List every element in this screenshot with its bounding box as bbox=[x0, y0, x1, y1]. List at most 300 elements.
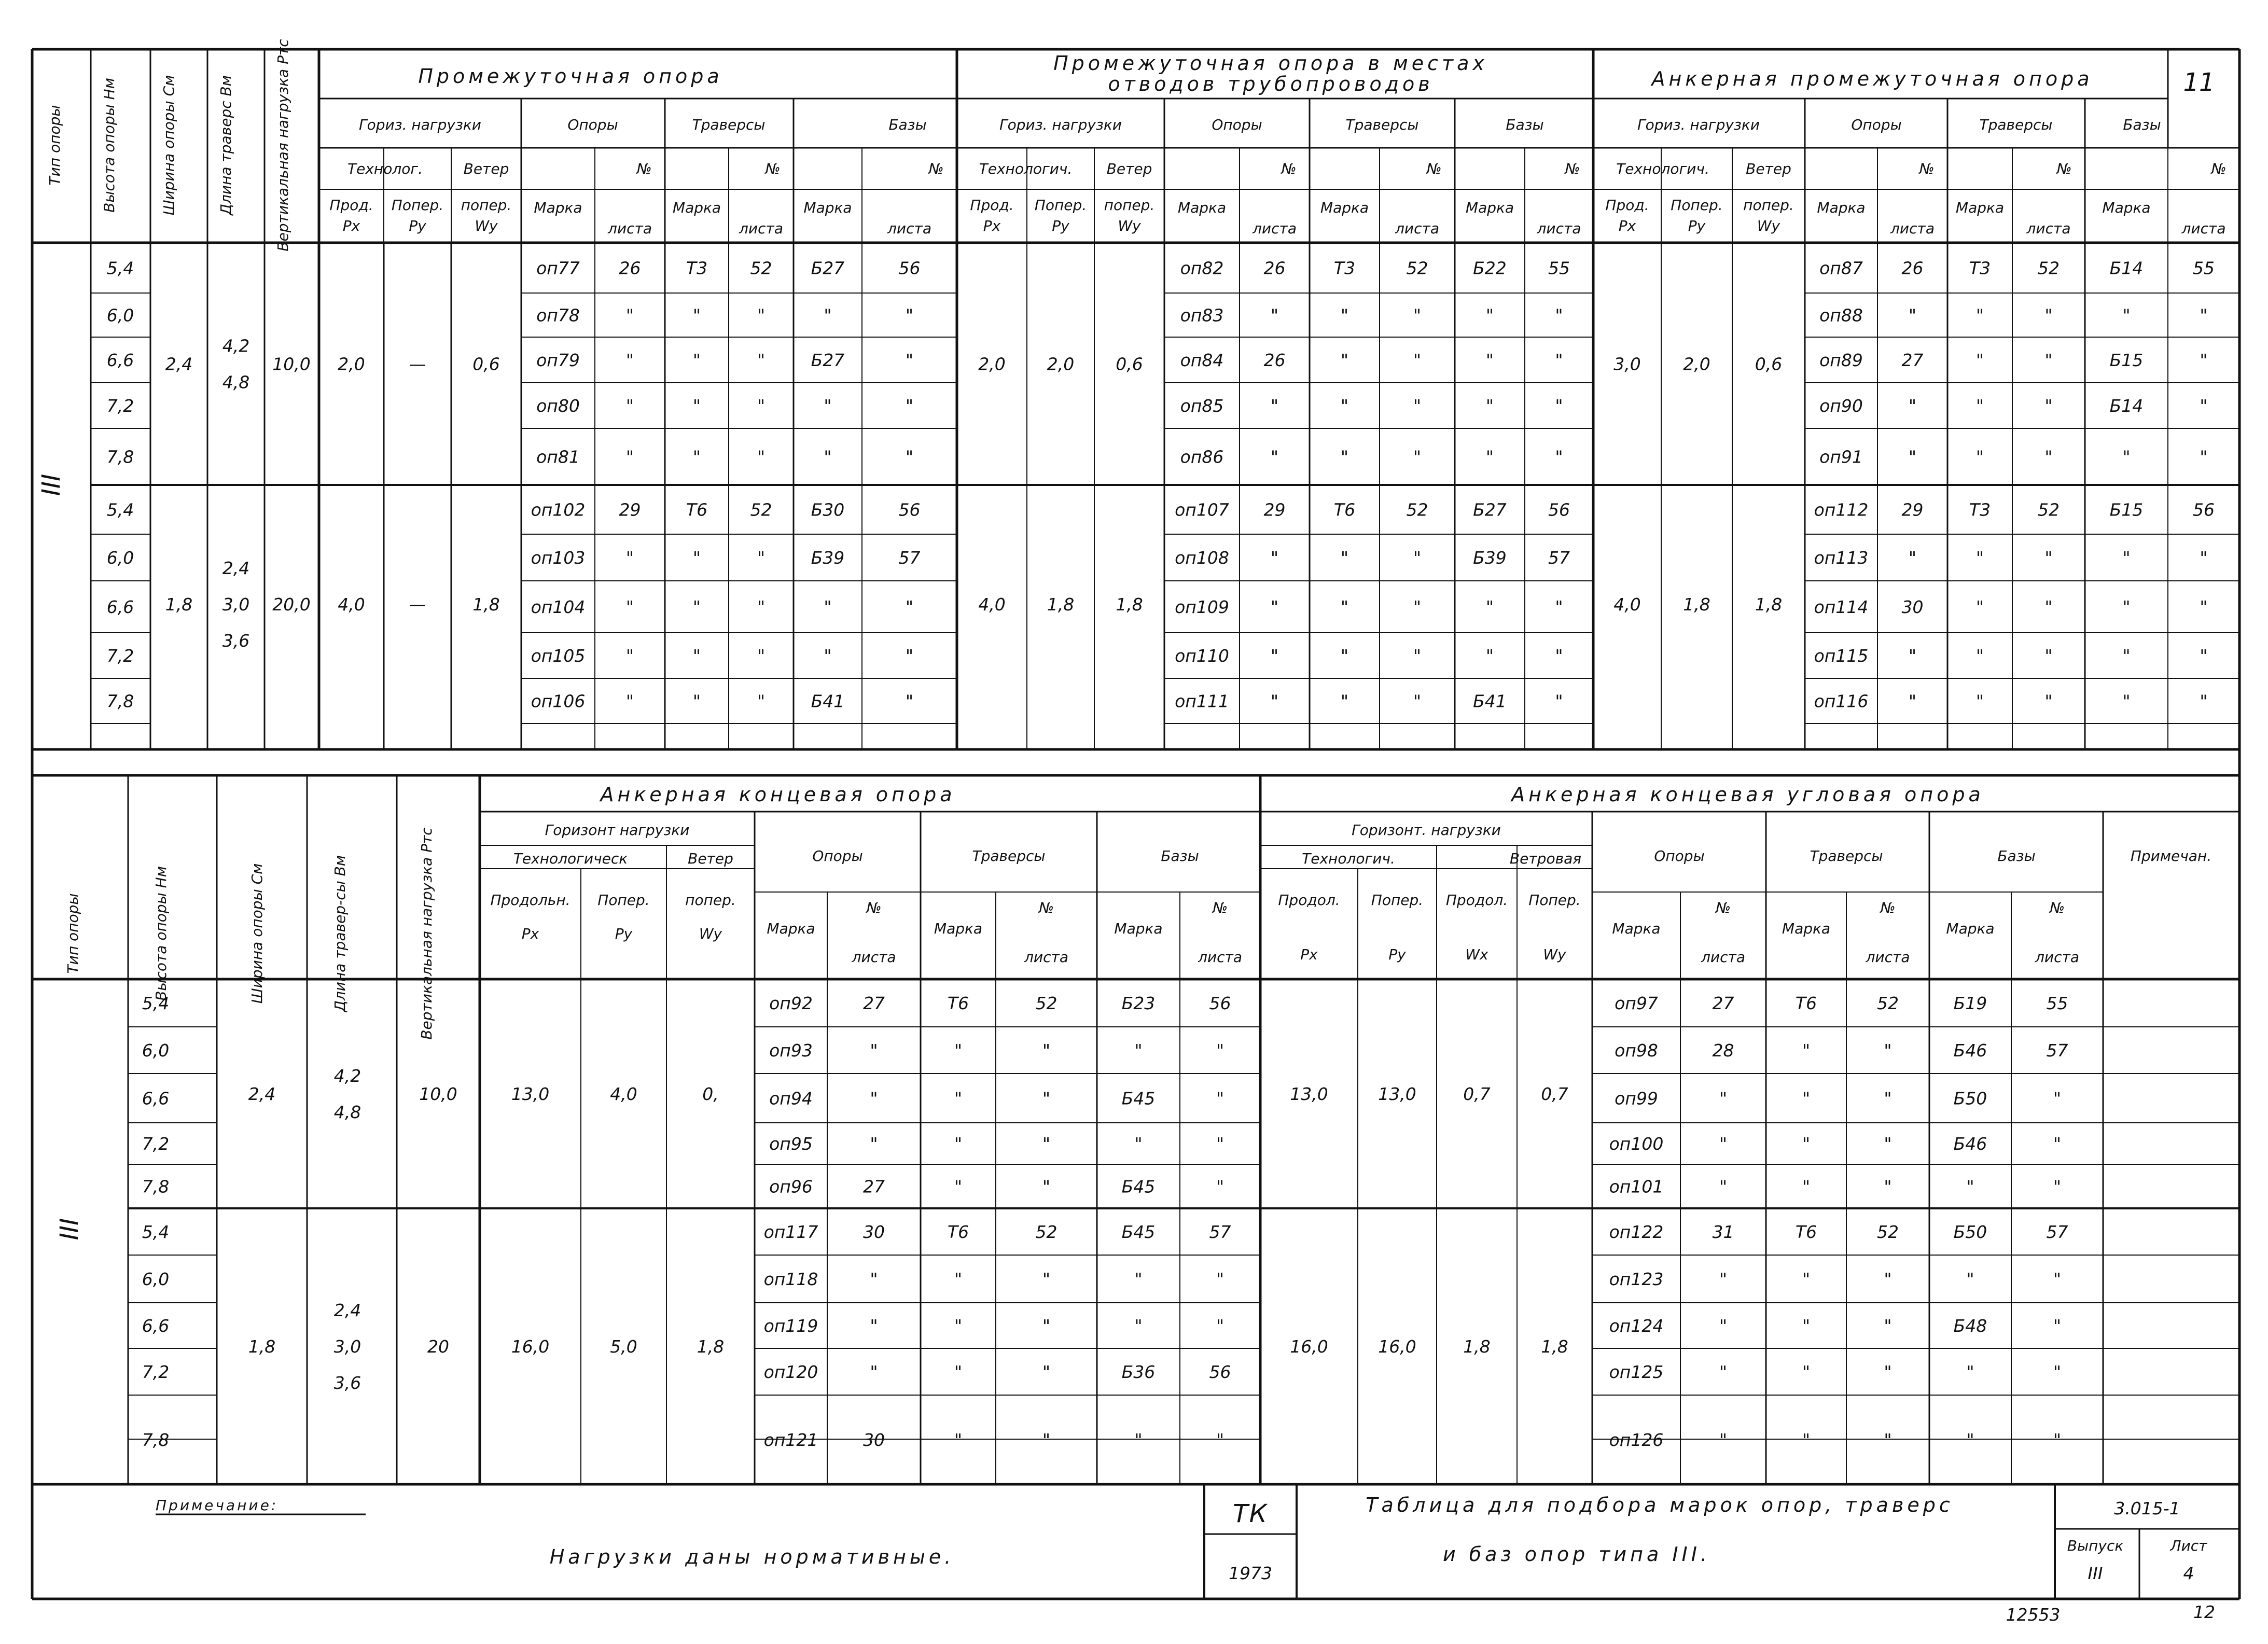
cell-value: 56 bbox=[2193, 499, 2215, 520]
cell-value: оп102 bbox=[531, 499, 586, 520]
header-lista-8: листа bbox=[2181, 220, 2226, 237]
cell-value: оп110 bbox=[1175, 646, 1229, 666]
b-s1-wy: 0, bbox=[702, 1084, 719, 1104]
b-cell-value: " bbox=[1884, 1316, 1892, 1336]
b-cell-value: " bbox=[1802, 1316, 1811, 1336]
cell-value: 57 bbox=[898, 548, 921, 568]
b-vert-value: 10,0 bbox=[419, 1084, 457, 1104]
b-cell-value: " bbox=[1134, 1269, 1143, 1289]
b-cell-value: " bbox=[1216, 1269, 1225, 1289]
b-header-no-5: № bbox=[2049, 899, 2065, 916]
b-trav-value: 4,8 bbox=[333, 1102, 361, 1122]
b-cell-value: Б50 bbox=[1953, 1222, 1987, 1242]
b-cell-value: Т6 bbox=[1795, 1222, 1817, 1242]
title-line2: и баз опор типа III. bbox=[1442, 1543, 1711, 1566]
cell-value: Б39 bbox=[1473, 548, 1507, 568]
cell-value: " bbox=[1555, 350, 1563, 370]
b-cell-value: 30 bbox=[863, 1222, 885, 1242]
b-cell-value: оп124 bbox=[1609, 1316, 1664, 1336]
cell-value: оп83 bbox=[1180, 305, 1224, 326]
cell-value: " bbox=[2200, 691, 2208, 712]
cell-value: 52 bbox=[2038, 258, 2060, 278]
cell-value: оп84 bbox=[1180, 350, 1224, 370]
header-bazy-2: Базы bbox=[1506, 116, 1544, 133]
b-header-marka-4: Марка bbox=[1782, 920, 1831, 937]
cell-value: " bbox=[2200, 597, 2208, 617]
height-value: 7,2 bbox=[106, 396, 134, 416]
vert-value: 20,0 bbox=[272, 594, 311, 615]
b-cell-value: " bbox=[1884, 1176, 1892, 1197]
cell-value: " bbox=[692, 597, 701, 617]
s1-wy-value: 0,6 bbox=[472, 354, 500, 374]
b-height-value: 6,6 bbox=[142, 1316, 170, 1336]
cell-value: Б27 bbox=[811, 350, 845, 370]
b-s2-wx: 0,7 bbox=[1463, 1084, 1491, 1104]
b-header-lista-5: листа bbox=[2035, 949, 2079, 966]
header-prod-3: Прод. bbox=[1605, 197, 1649, 214]
trav-value: 4,2 bbox=[222, 336, 250, 356]
b-height-value: 5,4 bbox=[142, 1222, 170, 1242]
trav-value: 2,4 bbox=[222, 558, 250, 578]
b-cell-value: 31 bbox=[1712, 1222, 1734, 1242]
cell-value: " bbox=[2044, 548, 2053, 568]
cell-value: " bbox=[1270, 597, 1279, 617]
page-number: 12 bbox=[2193, 1602, 2215, 1622]
b-cell-value: оп125 bbox=[1609, 1362, 1664, 1382]
header-marka-1: Марка bbox=[672, 199, 721, 216]
b-h-wy2: Wy bbox=[1543, 946, 1566, 963]
cell-value: " bbox=[2200, 396, 2208, 416]
header-poper-2: Попер. bbox=[1034, 197, 1087, 214]
header-no-7: № bbox=[2056, 160, 2072, 177]
header-trav-len: Длина траверс Вм bbox=[217, 75, 234, 215]
s2-px-value: 2,0 bbox=[978, 354, 1006, 374]
cell-value: " bbox=[1340, 548, 1349, 568]
header-poper-3: Попер. bbox=[1671, 197, 1723, 214]
b-cell-value: 57 bbox=[2046, 1222, 2068, 1242]
b-cell-value: Б46 bbox=[1953, 1134, 1987, 1154]
b-header-lista-1: листа bbox=[1024, 949, 1068, 966]
cell-value: " bbox=[625, 447, 634, 467]
b-header-lista-3: листа bbox=[1701, 949, 1745, 966]
note-text: Нагрузки даны нормативные. bbox=[549, 1545, 955, 1568]
cell-value: оп114 bbox=[1814, 597, 1869, 617]
b-h-poper: Попер. bbox=[597, 891, 650, 909]
cell-value: " bbox=[1555, 447, 1563, 467]
header-travers-2: Траверсы bbox=[1345, 116, 1419, 133]
cell-value: " bbox=[1975, 691, 1984, 712]
b-cell-value: 56 bbox=[1209, 993, 1231, 1013]
b-cell-value: " bbox=[1042, 1134, 1051, 1154]
archive-number: 12553 bbox=[2006, 1605, 2061, 1625]
b-h-py2: Py bbox=[1388, 946, 1406, 963]
cell-value: " bbox=[2200, 305, 2208, 326]
cell-value: " bbox=[692, 305, 701, 326]
cell-value: 52 bbox=[1406, 499, 1428, 520]
cell-value: " bbox=[2044, 396, 2053, 416]
header-horiz-1: Гориз. нагрузки bbox=[359, 116, 481, 133]
cell-value: " bbox=[905, 447, 914, 467]
b-cell-value: 52 bbox=[1035, 993, 1058, 1013]
b-cell-value: " bbox=[954, 1269, 963, 1289]
b-cell-value: оп101 bbox=[1609, 1176, 1664, 1197]
cell-value: оп87 bbox=[1819, 258, 1863, 278]
b-s1-px: 13,0 bbox=[511, 1084, 550, 1104]
header-sec2-title-b: отводов трубопроводов bbox=[1108, 73, 1434, 95]
b-trav-value: 2,4 bbox=[333, 1300, 361, 1320]
b-cell-value: " bbox=[1134, 1040, 1143, 1061]
header-no-4: № bbox=[1426, 160, 1442, 177]
header-sec1-title: Промежуточная опора bbox=[418, 65, 723, 88]
cell-value: " bbox=[1340, 447, 1349, 467]
header-marka-2: Марка bbox=[803, 199, 852, 216]
cell-value: " bbox=[1485, 597, 1494, 617]
b-header-tech1: Технологическ bbox=[513, 850, 628, 867]
b-cell-value: оп94 bbox=[769, 1088, 813, 1109]
cell-value: оп111 bbox=[1175, 691, 1229, 712]
b-cell-value: " bbox=[1134, 1134, 1143, 1154]
cell-value: " bbox=[757, 646, 766, 666]
header-no-3: № bbox=[1281, 160, 1297, 177]
cell-value: " bbox=[905, 305, 914, 326]
b-cell-value: " bbox=[2053, 1134, 2062, 1154]
tk-label: ТК bbox=[1233, 1499, 1268, 1528]
cell-value: " bbox=[2122, 691, 2131, 712]
header-no-6: № bbox=[1919, 160, 1935, 177]
cell-value: 57 bbox=[1548, 548, 1570, 568]
header-lista-2: листа bbox=[887, 220, 931, 237]
header-prod-1: Прод. bbox=[329, 197, 373, 214]
s1-px-value: 2,0 bbox=[338, 354, 365, 374]
b-header-no-1: № bbox=[1038, 899, 1054, 916]
cell-value: " bbox=[1270, 447, 1279, 467]
cell-value: " bbox=[625, 548, 634, 568]
cell-value: Т6 bbox=[686, 499, 708, 520]
b-header-no-2: № bbox=[1212, 899, 1228, 916]
b-cell-value: " bbox=[2053, 1088, 2062, 1109]
cell-value: оп80 bbox=[536, 396, 580, 416]
header-veter-1: Ветер bbox=[463, 160, 509, 177]
header-py-3: Py bbox=[1688, 217, 1706, 234]
header-veter-3: Ветер bbox=[1746, 160, 1791, 177]
header-wy-2: Wy bbox=[1118, 217, 1141, 234]
cell-value: " bbox=[625, 305, 634, 326]
b-h-wx2: Wx bbox=[1465, 946, 1488, 963]
b-cell-value: " bbox=[1802, 1430, 1811, 1450]
cell-value: Т3 bbox=[1969, 499, 1991, 520]
s2-px-value: 4,0 bbox=[978, 594, 1006, 615]
cell-value: " bbox=[757, 447, 766, 467]
b-cell-value: " bbox=[1884, 1040, 1892, 1061]
cell-value: " bbox=[1908, 396, 1917, 416]
b-vert-value: 20 bbox=[427, 1336, 449, 1357]
cell-value: Б14 bbox=[2109, 258, 2144, 278]
cell-value: " bbox=[757, 691, 766, 712]
b-cell-value: " bbox=[870, 1316, 878, 1336]
cell-value: " bbox=[1340, 350, 1349, 370]
header-tech-2: Технологич. bbox=[979, 160, 1073, 177]
b-height-value: 7,2 bbox=[142, 1362, 170, 1382]
cell-value: " bbox=[1908, 646, 1917, 666]
b-cell-value: " bbox=[2053, 1362, 2062, 1382]
cell-value: " bbox=[905, 396, 914, 416]
header-lista-1: листа bbox=[739, 220, 783, 237]
b-cell-value: 57 bbox=[1209, 1222, 1231, 1242]
cell-value: оп115 bbox=[1814, 646, 1869, 666]
b-cell-value: 52 bbox=[1877, 1222, 1899, 1242]
cell-value: оп79 bbox=[536, 350, 580, 370]
trav-value: 4,8 bbox=[222, 372, 250, 393]
header-marka-7: Марка bbox=[1955, 199, 2005, 216]
cell-value: " bbox=[1413, 305, 1422, 326]
cell-value: " bbox=[1555, 305, 1563, 326]
header-veter-2: Ветер bbox=[1106, 160, 1152, 177]
b-trav-value: 3,6 bbox=[333, 1373, 361, 1393]
b-trav-value: 4,2 bbox=[333, 1066, 361, 1086]
vypusk-value: III bbox=[2088, 1563, 2103, 1583]
header-poper2-1: попер. bbox=[461, 197, 512, 214]
header-py-1: Py bbox=[409, 217, 426, 234]
b-cell-value: " bbox=[1042, 1088, 1051, 1109]
b-s1-wy: 1,8 bbox=[697, 1336, 725, 1357]
cell-value: " bbox=[692, 646, 701, 666]
b-cell-value: " bbox=[1042, 1316, 1051, 1336]
cell-value: оп103 bbox=[531, 548, 586, 568]
b-header-width: Ширина опоры См bbox=[248, 863, 266, 1004]
s1-wy-value: 1,8 bbox=[472, 594, 500, 615]
cell-value: Б30 bbox=[811, 499, 845, 520]
b-cell-value: " bbox=[1802, 1088, 1811, 1109]
b-cell-value: 52 bbox=[1877, 993, 1899, 1013]
cell-value: " bbox=[905, 350, 914, 370]
cell-value: оп91 bbox=[1819, 447, 1863, 467]
b-cell-value: оп118 bbox=[763, 1269, 818, 1289]
cell-value: оп109 bbox=[1175, 597, 1229, 617]
cell-value: " bbox=[1413, 691, 1422, 712]
cell-value: " bbox=[2122, 447, 2131, 467]
b-s2-py: 16,0 bbox=[1378, 1336, 1416, 1357]
b-cell-value: " bbox=[954, 1040, 963, 1061]
b-header-opory-2: Опоры bbox=[1654, 847, 1705, 865]
cell-value: " bbox=[824, 597, 832, 617]
s2-wy-value: 1,8 bbox=[1116, 594, 1143, 615]
cell-value: " bbox=[2200, 646, 2208, 666]
cell-value: Б15 bbox=[2109, 499, 2144, 520]
cell-value: 26 bbox=[1901, 258, 1924, 278]
b-cell-value: 57 bbox=[2046, 1040, 2068, 1061]
cell-value: 26 bbox=[1263, 350, 1286, 370]
b-cell-value: " bbox=[1719, 1269, 1728, 1289]
b-cell-value: " bbox=[1216, 1134, 1225, 1154]
cell-value: " bbox=[1975, 396, 1984, 416]
header-no-1: № bbox=[765, 160, 781, 177]
height-value: 7,2 bbox=[106, 646, 134, 666]
cell-value: " bbox=[1908, 691, 1917, 712]
b-cell-value: " bbox=[954, 1088, 963, 1109]
header-width: Ширина опоры См bbox=[160, 75, 177, 216]
b-s1-px: 16,0 bbox=[511, 1336, 550, 1357]
cell-value: 56 bbox=[898, 499, 921, 520]
cell-value: " bbox=[824, 447, 832, 467]
cell-value: оп106 bbox=[531, 691, 586, 712]
cell-value: " bbox=[824, 646, 832, 666]
cell-value: оп105 bbox=[531, 646, 586, 666]
width-value: 2,4 bbox=[165, 354, 193, 374]
cell-value: " bbox=[692, 548, 701, 568]
b-trav-value: 3,0 bbox=[333, 1336, 361, 1357]
vypusk-label: Выпуск bbox=[2067, 1537, 2124, 1554]
cell-value: " bbox=[1908, 447, 1917, 467]
header-opory-3: Опоры bbox=[1851, 116, 1902, 133]
b-cell-value: " bbox=[1042, 1362, 1051, 1382]
cell-value: " bbox=[1270, 548, 1279, 568]
cell-value: " bbox=[757, 548, 766, 568]
cell-value: " bbox=[1908, 548, 1917, 568]
b-cell-value: " bbox=[1966, 1362, 1974, 1382]
cell-value: Б41 bbox=[811, 691, 845, 712]
s3-wy-value: 1,8 bbox=[1755, 594, 1783, 615]
b-cell-value: " bbox=[1134, 1430, 1143, 1450]
list-value: 4 bbox=[2183, 1563, 2194, 1583]
height-value: 5,4 bbox=[106, 258, 134, 278]
cell-value: " bbox=[824, 396, 832, 416]
header-lista-0: листа bbox=[608, 220, 652, 237]
b-width-value: 1,8 bbox=[248, 1336, 276, 1357]
b-height-value: 6,6 bbox=[142, 1088, 170, 1109]
cell-value: " bbox=[1975, 350, 1984, 370]
b-h-prodol: Продольн. bbox=[490, 891, 571, 909]
b-cell-value: Б45 bbox=[1121, 1176, 1156, 1197]
cell-value: Б39 bbox=[811, 548, 845, 568]
header-bazy-3: Базы bbox=[2123, 116, 2161, 133]
cell-value: 52 bbox=[750, 499, 772, 520]
cell-value: 30 bbox=[1901, 597, 1924, 617]
b-height-value: 6,0 bbox=[142, 1040, 170, 1061]
b-cell-value: " bbox=[1884, 1430, 1892, 1450]
cell-value: 29 bbox=[1263, 499, 1286, 520]
cell-value: " bbox=[757, 350, 766, 370]
b-cell-value: оп97 bbox=[1615, 993, 1658, 1013]
b-h-py: Py bbox=[615, 925, 633, 942]
header-marka-4: Марка bbox=[1320, 199, 1369, 216]
b-cell-value: " bbox=[1719, 1134, 1728, 1154]
b-cell-value: оп92 bbox=[769, 993, 813, 1013]
vert-value: 10,0 bbox=[272, 354, 311, 374]
cell-value: оп104 bbox=[531, 597, 586, 617]
b-cell-value: " bbox=[1216, 1040, 1225, 1061]
trav-value: 3,6 bbox=[222, 631, 250, 651]
cell-value: " bbox=[1555, 691, 1563, 712]
b-cell-value: оп100 bbox=[1609, 1134, 1664, 1154]
b-cell-value: оп117 bbox=[763, 1222, 818, 1242]
cell-value: 55 bbox=[1548, 258, 1570, 278]
b-cell-value: " bbox=[1884, 1362, 1892, 1382]
cell-value: " bbox=[625, 646, 634, 666]
b-cell-value: " bbox=[954, 1176, 963, 1197]
header-tech-3: Технологич. bbox=[1616, 160, 1709, 177]
cell-value: оп116 bbox=[1814, 691, 1869, 712]
b-header-opory-1: Опоры bbox=[812, 847, 863, 865]
cell-value: " bbox=[1413, 548, 1422, 568]
b-h-prodol2: Продол. bbox=[1278, 891, 1340, 909]
type-value-bottom: III bbox=[55, 1218, 84, 1241]
cell-value: оп113 bbox=[1814, 548, 1869, 568]
b-header-primech: Примечан. bbox=[2130, 847, 2212, 865]
cell-value: " bbox=[1975, 646, 1984, 666]
cell-value: " bbox=[2200, 548, 2208, 568]
cell-value: Б27 bbox=[1473, 499, 1507, 520]
s3-py-value: 2,0 bbox=[1683, 354, 1710, 374]
b-cell-value: " bbox=[1134, 1316, 1143, 1336]
cell-value: " bbox=[2044, 646, 2053, 666]
b-s1-py: 5,0 bbox=[610, 1336, 637, 1357]
b-h-poper2: Попер. bbox=[1371, 891, 1424, 909]
header-no-0: № bbox=[636, 160, 652, 177]
b-height-value: 6,0 bbox=[142, 1269, 170, 1289]
cell-value: " bbox=[2044, 691, 2053, 712]
type-value-top: III bbox=[37, 473, 66, 496]
b-cell-value: " bbox=[1802, 1040, 1811, 1061]
b-cell-value: " bbox=[954, 1316, 963, 1336]
b-cell-value: " bbox=[870, 1134, 878, 1154]
cell-value: " bbox=[1555, 597, 1563, 617]
b-width-value: 2,4 bbox=[248, 1084, 276, 1104]
b-header-marka-2: Марка bbox=[1114, 920, 1163, 937]
cell-value: 29 bbox=[1901, 499, 1924, 520]
cell-value: " bbox=[1975, 305, 1984, 326]
header-vert: Вертикальная нагрузка Ртс bbox=[274, 39, 291, 252]
title-line1: Таблица для подбора марок опор, траверс bbox=[1366, 1494, 1954, 1516]
b-cell-value: 28 bbox=[1712, 1040, 1734, 1061]
s1-py-value: — bbox=[409, 354, 426, 374]
b-cell-value: Т6 bbox=[947, 993, 969, 1013]
b-header-veter2: Ветровая bbox=[1509, 850, 1582, 867]
height-value: 6,6 bbox=[106, 597, 134, 617]
header-marka-3: Марка bbox=[1177, 199, 1227, 216]
header-sec2-title-a: Промежуточная опора в местах bbox=[1053, 52, 1488, 75]
b-header-trav-len: Длина травер-сы Вм bbox=[331, 855, 349, 1012]
corner-label: 11 bbox=[2183, 68, 2215, 97]
cell-value: " bbox=[1485, 646, 1494, 666]
cell-value: " bbox=[1413, 396, 1422, 416]
b-cell-value: " bbox=[1966, 1430, 1974, 1450]
b-cell-value: Б48 bbox=[1953, 1316, 1987, 1336]
cell-value: " bbox=[1270, 305, 1279, 326]
cell-value: " bbox=[905, 691, 914, 712]
header-wy-3: Wy bbox=[1757, 217, 1780, 234]
s3-py-value: 1,8 bbox=[1683, 594, 1710, 615]
b-header-tech2: Технологич. bbox=[1302, 850, 1395, 867]
b-header-marka-1: Марка bbox=[934, 920, 983, 937]
sheet-code: 3.015-1 bbox=[2114, 1498, 2180, 1518]
cell-value: " bbox=[1340, 597, 1349, 617]
cell-value: " bbox=[2122, 548, 2131, 568]
height-value: 6,0 bbox=[106, 305, 134, 326]
cell-value: оп81 bbox=[536, 447, 580, 467]
b-cell-value: " bbox=[1042, 1040, 1051, 1061]
cell-value: " bbox=[625, 597, 634, 617]
cell-value: 52 bbox=[2038, 499, 2060, 520]
s2-py-value: 2,0 bbox=[1047, 354, 1075, 374]
b-header-lista-0: листа bbox=[852, 949, 896, 966]
b-cell-value: " bbox=[954, 1362, 963, 1382]
cell-value: " bbox=[2044, 597, 2053, 617]
header-marka-6: Марка bbox=[1817, 199, 1866, 216]
header-tech-1: Технолог. bbox=[347, 160, 423, 177]
b-cell-value: Т6 bbox=[1795, 993, 1817, 1013]
cell-value: " bbox=[2122, 597, 2131, 617]
header-poper-1: Попер. bbox=[391, 197, 444, 214]
